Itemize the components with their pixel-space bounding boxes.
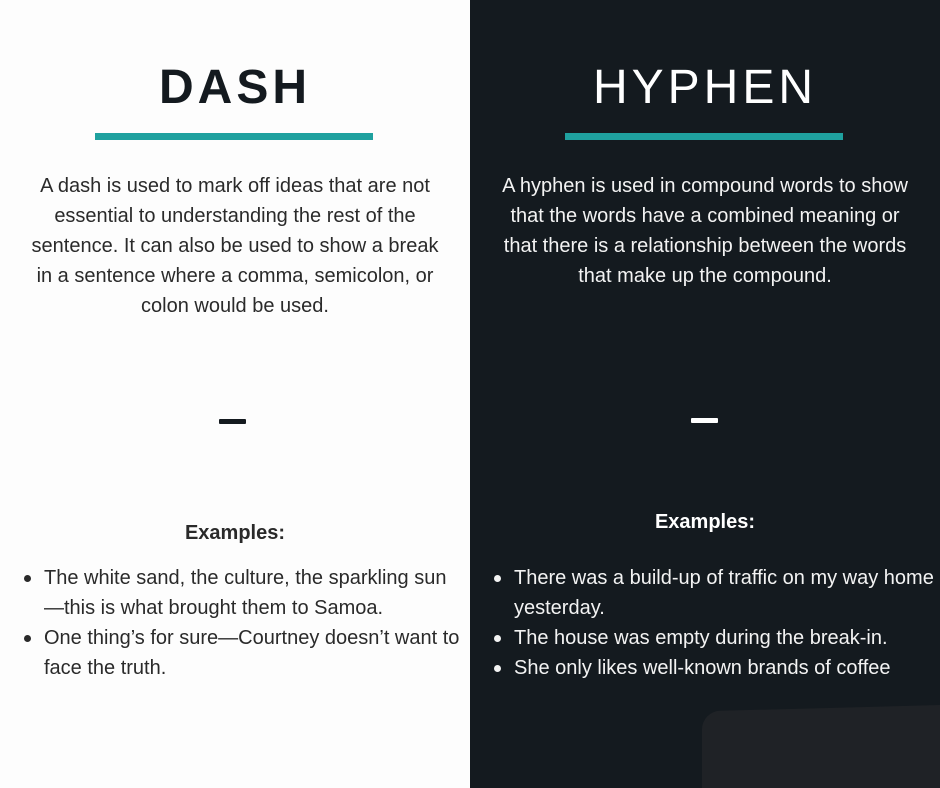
- list-item: [22, 623, 462, 683]
- bullet-icon: [24, 635, 31, 642]
- hyphen-examples-heading: Examples:: [654, 511, 756, 533]
- dash-symbol: [219, 419, 246, 424]
- brush-stroke-decoration: [702, 705, 940, 788]
- bullet-icon: [24, 575, 31, 582]
- hyphen-description: A hyphen is used in compound words to show that the words have a combined meaning or that there is a relationship between the words that make up the compound.: [502, 175, 908, 287]
- hyphen-examples-list: [492, 563, 938, 683]
- hyphen-title-underline: [565, 133, 843, 140]
- bullet-icon: [494, 635, 501, 642]
- dash-title: DASH: [158, 61, 311, 114]
- example-text: She only likes well-known brands of coffee: [514, 657, 891, 679]
- example-text: The house was empty during the break-in.: [514, 627, 888, 649]
- hyphen-symbol: [691, 418, 718, 423]
- dash-title-underline: [95, 133, 373, 140]
- example-text: There was a build-up of traffic on my way home yesterday.: [514, 567, 934, 619]
- hyphen-title: HYPHEN: [592, 61, 818, 114]
- list-item: [22, 563, 462, 623]
- list-item: [492, 623, 938, 653]
- example-text: One thing’s for sure—Courtney doesn’t want to face the truth.: [44, 627, 460, 679]
- dash-examples-list: [22, 563, 462, 683]
- dash-description: A dash is used to mark off ideas that are not essential to understanding the rest of the sentence. It can also be used to show a break in a sentence where a comma, semicolon, or colon would be used.: [31, 175, 439, 317]
- hyphen-panel: [470, 0, 940, 788]
- bullet-icon: [494, 575, 501, 582]
- list-item: [492, 653, 938, 683]
- bullet-icon: [494, 665, 501, 672]
- example-text: The white sand, the culture, the sparkling sun—this is what brought them to Samoa.: [44, 567, 447, 619]
- list-item: [492, 563, 938, 623]
- dash-examples-heading: Examples:: [184, 522, 286, 544]
